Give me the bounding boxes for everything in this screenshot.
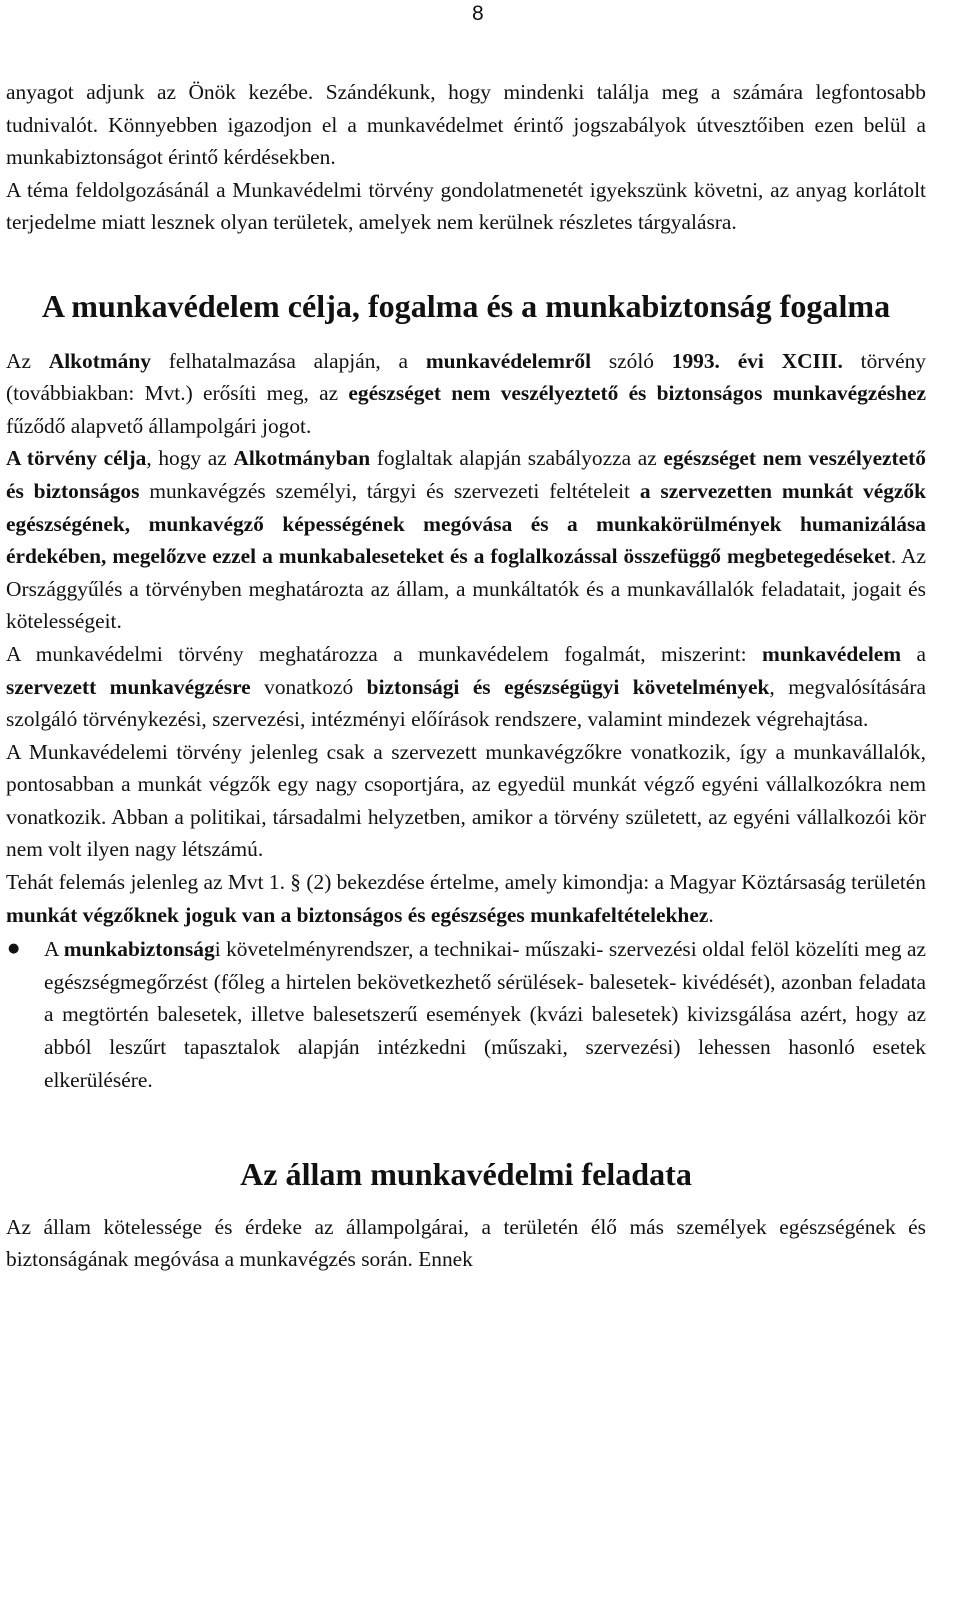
section-heading-state-duty: Az állam munkavédelmi feladata <box>240 1156 692 1193</box>
paragraph-constitution: Az Alkotmány felhatalmazása alapján, a munkavédelemről szóló 1993. évi XCIII. törvény (továbbiakban: Mvt.) erősíti meg, az egészséget nem veszélyeztető és biztonságos munkavégzéshez fűződő alapvető állampolgári jogot. <box>6 348 926 438</box>
document-body <box>6 76 926 1276</box>
paragraph-definition: A munkavédelmi törvény meghatározza a munkavédelem fogalmát, miszerint: munkavédelem a szervezett munkavégzésre vonatkozó biztonsági és egészségügyi követelmények, megvalósítására szolgáló törvénykezési, szervezési, intézményi előírások rendszere, valamint mindezek végrehajtása. <box>6 641 927 732</box>
paragraph-intro: anyagot adjunk az Önök kezébe. Szándékunk, hogy mindenki találja meg a számára legfontosabb tudnivalót. Könnyebben igazodjon el a munkavédelmet érintő jogszabályok útvesztőiben ezen belül a munkabiztonságot érintő kérdésekben. <box>6 80 926 170</box>
page-number: 8 <box>472 2 484 25</box>
bullet-item-safety <box>6 933 926 1096</box>
paragraph-scope: A Munkavédelemi törvény jelenleg csak a szervezett munkavégzőkre vonatkozik, így a munkavállalók, pontosabban a munkát végzők egy nagy csoportjára, az egyedül munkát végző egyéni vállalkozókra nem vonatkozik. Abban a politikai, társadalmi helyzetben, amikor a törvény született, az egyéni vállalkozói kör nem volt ilyen nagy létszámú. <box>6 739 926 862</box>
paragraph-approach: A téma feldolgozásánál a Munkavédelmi törvény gondolatmenetét igyekszünk követni, az anyag korlátolt terjedelme miatt lesznek olyan területek, amelyek nem kerülnek részletes tárgyalásra. <box>6 177 926 235</box>
paragraph-law-purpose: A törvény célja, hogy az Alkotmányban foglaltak alapján szabályozza az egészséget nem veszélyeztető és biztonságos munkavégzés személyi, tárgyi és szervezeti feltételeit a szervezetten munkát végzők egészségének, munkavégző képességének megóvása és a munkakörülmények humanizálása érdekében, megelőzve ezzel a munkabaleseteket és a foglalkozással összefüggő megbetegedéseket. Az Országgyűlés a törvényben meghatározta az állam, a munkáltatók és a munkavállalók feladatait, jogait és kötelességeit. <box>6 446 927 634</box>
bullet-icon: ● <box>8 941 20 957</box>
paragraph-state-duty: Az állam kötelessége és érdeke az állampolgárai, a területén élő más személyek egészségének és biztonságának megóvása a munkavégzés során. Ennek <box>6 1214 926 1272</box>
section-heading-purpose: A munkavédelem célja, fogalma és a munkabiztonság fogalma <box>41 287 891 324</box>
bullet-text: A munkabiztonsági követelményrendszer, a technikai- műszaki- szervezési oldal felöl közelíti meg az egészségmegőrzést (főleg a hirtelen bekövetkezhető sérülések- balesetek- kivédését), azonban feladata a megtörtén balesetek, illetve balesetszerű események (kvázi balesetek) kivizsgálása azért, hogy az abból leszűrt tapasztalok alapján intézkedni (műszaki, szervezési) lehessen hasonló esetek elkerülésére. <box>44 937 926 1092</box>
paragraph-mvt-section: Tehát felemás jelenleg az Mvt 1. § (2) bekezdése értelme, amely kimondja: a Magyar Köztársaság területén munkát végzőknek joguk van a biztonságos és egészséges munkafeltételekhez. <box>6 870 926 927</box>
